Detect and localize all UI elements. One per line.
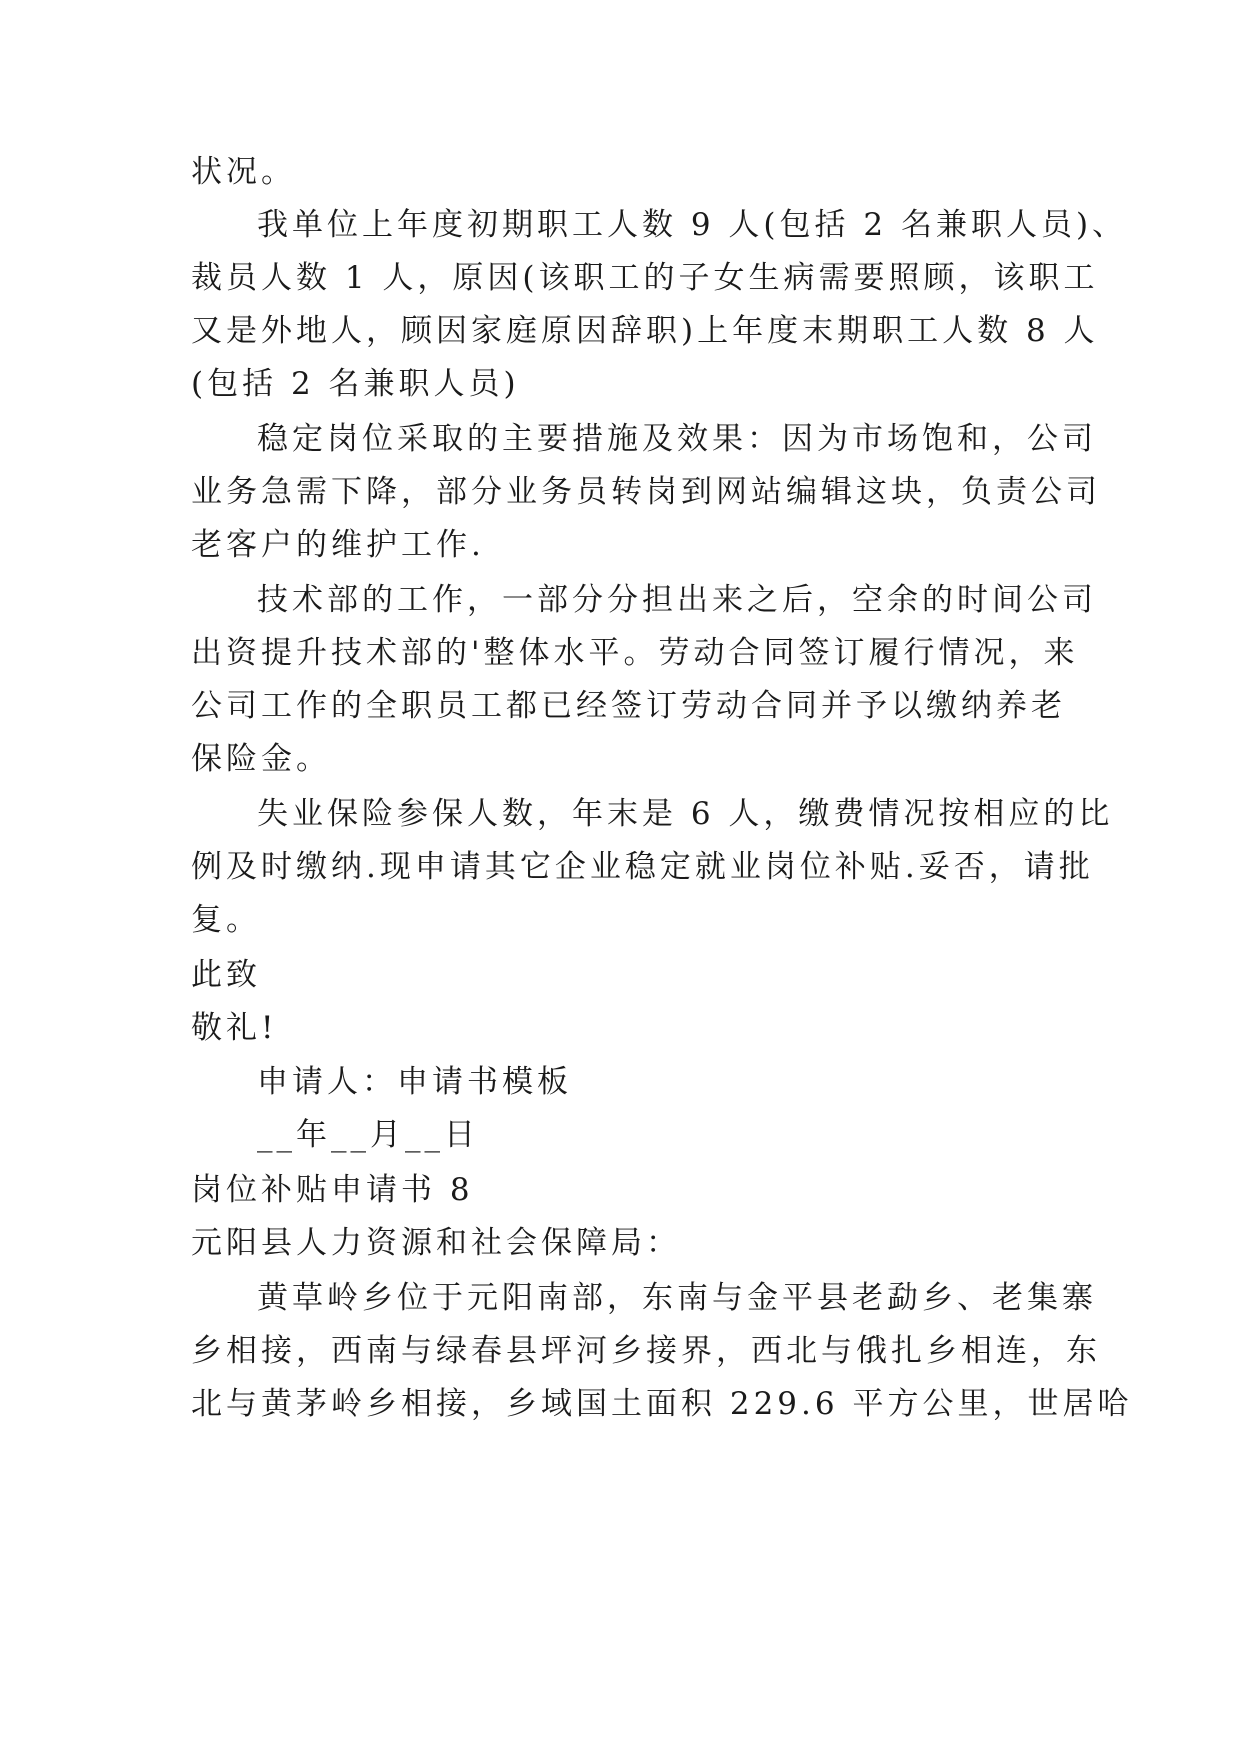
- paragraph-line: 状况。: [191, 154, 296, 190]
- paragraph-line: 复。: [191, 902, 261, 938]
- paragraph-line: 老客户的维护工作.: [191, 527, 485, 563]
- paragraph-line: 乡相接，西南与绿春县坪河乡接界，西北与俄扎乡相连，东: [191, 1333, 1101, 1369]
- closing-line: 此致: [191, 957, 261, 993]
- paragraph-line: 业务急需下降，部分业务员转岗到网站编辑这块，负责公司: [191, 474, 1101, 510]
- paragraph-line: 公司工作的全职员工都已经签订劳动合同并予以缴纳养老: [191, 688, 1066, 724]
- paragraph-line: 稳定岗位采取的主要措施及效果：因为市场饱和，公司: [257, 421, 1097, 457]
- section-heading: 岗位补贴申请书 8: [191, 1172, 474, 1208]
- paragraph-line: 黄草岭乡位于元阳南部，东南与金平县老勐乡、老集寨: [257, 1280, 1097, 1316]
- paragraph-line: (包括 2 名兼职人员): [191, 366, 520, 402]
- addressee-line: 元阳县人力资源和社会保障局：: [191, 1225, 681, 1261]
- paragraph-line: 我单位上年度初期职工人数 9 人(包括 2 名兼职人员)、: [257, 207, 1128, 243]
- date-line: __年__月__日: [257, 1117, 479, 1153]
- paragraph-line: 又是外地人，顾因家庭原因辞职)上年度末期职工人数 8 人: [191, 313, 1099, 349]
- paragraph-line: 技术部的工作，一部分分担出来之后，空余的时间公司: [257, 582, 1097, 618]
- paragraph-line: 保险金。: [191, 741, 331, 777]
- paragraph-line: 失业保险参保人数，年末是 6 人，缴费情况按相应的比: [257, 796, 1114, 832]
- paragraph-line: 出资提升技术部的'整体水平。劳动合同签订履行情况，来: [191, 635, 1079, 671]
- signature-line: 申请人：申请书模板: [257, 1064, 572, 1100]
- paragraph-line: 例及时缴纳.现申请其它企业稳定就业岗位补贴.妥否，请批: [191, 849, 1094, 885]
- paragraph-line: 裁员人数 1 人，原因(该职工的子女生病需要照顾，该职工: [191, 260, 1099, 296]
- paragraph-line: 北与黄茅岭乡相接，乡域国土面积 229.6 平方公里，世居哈: [191, 1386, 1133, 1422]
- closing-line: 敬礼!: [191, 1010, 278, 1046]
